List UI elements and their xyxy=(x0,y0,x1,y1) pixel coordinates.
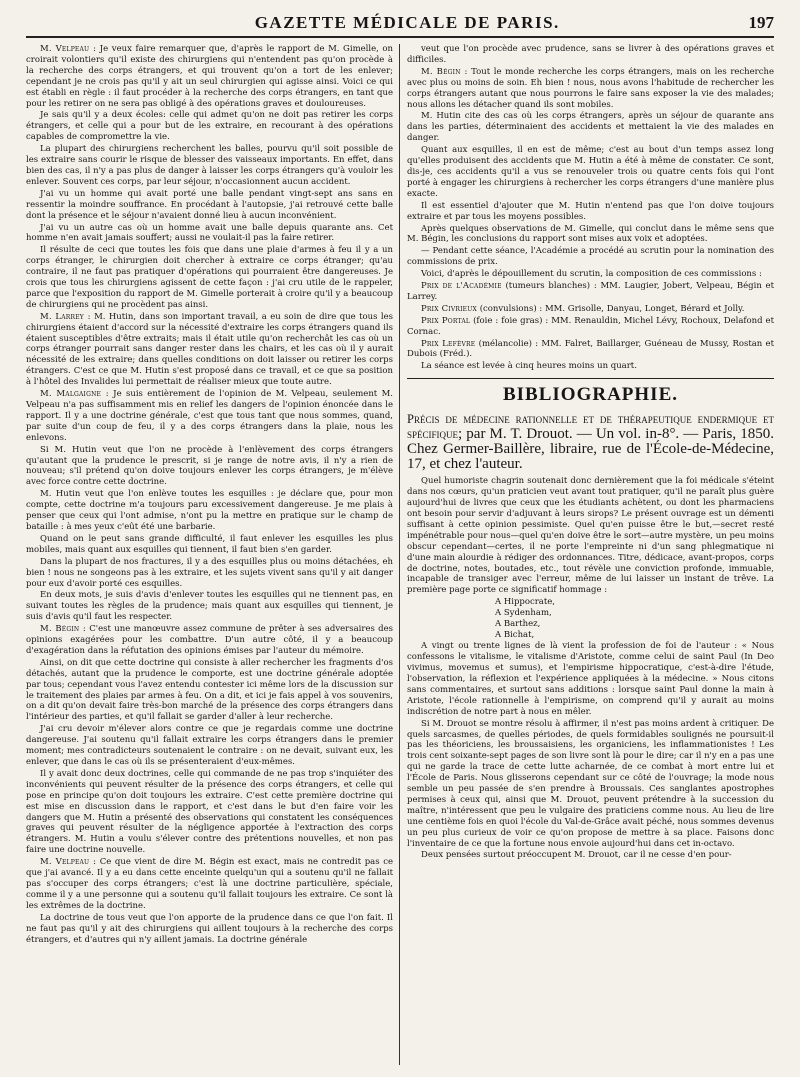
paragraph xyxy=(26,389,393,444)
paragraph-text: Dans la plupart de nos fractures, il y a des esquilles plus ou moins détachées, eh bien ! nous ne songeons pas à les extraire, et les sujets vivent sans qu'il y ait danger pour eux d'avoir porté ces esquilles. xyxy=(26,556,393,589)
paragraph-text: Je suis entièrement de l'opinion de M. Velpeau, seulement M. Velpeau n'a pas suffisamment mis en relief les dangers de l'opinion énoncée dans le rapport. Il y a une doctrine générale, c'est que tous tant que nous sommes, quand, par suite d'un coup de feu, il y a des corps étrangers dans la plaie, nous les enlevons. xyxy=(26,389,393,443)
paragraph-text: J'ai vu un autre cas où un homme avait une balle depuis quarante ans. Cet homme n'en avait jamais souffert; aussi ne voulait-il pas la faire retirer. xyxy=(26,222,393,244)
review-intro xyxy=(407,476,774,596)
paragraph xyxy=(407,224,774,246)
paragraph-text: Après quelques observations de M. Gimelle, qui conclut dans le même sens que M. Bégin, les conclusions du rapport sont mises aux voix et adoptées. xyxy=(407,223,774,245)
speaker-name: Prix Portal xyxy=(421,315,471,326)
paragraph xyxy=(26,913,393,946)
review-body xyxy=(407,641,774,861)
dedication-line: A Bichat, xyxy=(495,630,535,641)
speaker-name: M. Larrey : xyxy=(40,311,91,322)
paragraph-text: La doctrine de tous veut que l'on apporte de la prudence dans ce que l'on fait. Il ne faut pas qu'il y ait des chirurgiens qui aillent toujours à la recherche des corps étrangers, et d'autres qui n'y aillent jamais. La doctrine générale xyxy=(26,912,393,945)
paragraph-text: Il est essentiel d'ajouter que M. Hutin n'entend pas que l'on doive toujours extraire et par tous les moyens possibles. xyxy=(407,200,774,222)
paragraph-text: J'ai cru devoir m'élever alors contre ce que je regardais comme une doctrine dangereuse. J'ai soutenu qu'il fallait extraire les corps étrangers dans le premier moment; mes contradicteurs soutenaient le contraire : on ne devait, suivant eux, les enlever, que dans le cas où ils se présenteraient d'eux-mêmes. xyxy=(26,724,393,767)
paragraph xyxy=(26,857,393,912)
paragraph-text: Ainsi, on dit que cette doctrine qui consiste à aller rechercher les fragments d'os détachés, autant que la prudence le comporte, est une doctrine générale adoptée par tous; cependant vous l'avez entendu contester ici même lors de la discussion sur le traitement des plaies par armes à feu. On a dit, et ici je fais appel à vos souvenirs, on a dit qu'on devait faire très-bon marché de la présence des corps étrangers dans l'intérieur des parties, et qu'il fallait se garder d'aller à leur recherche. xyxy=(26,657,393,723)
paragraph-text: C'est une manœuvre assez commune de prêter à ses adversaires des opinions exagérées pour les combattre. D'un autre côté, il y a beaucoup d'exagération dans la réfutation des opinions émises par l'auteur du mémoire. xyxy=(26,624,393,656)
paragraph xyxy=(407,67,774,111)
paragraph-text: Quant aux esquilles, il en est de même; c'est au bout d'un temps assez long qu'elles produisent des accidents que M. Hutin a été à même de constater. Ce sont, dis-je, ces accidents qu'il a vus se renouveler trois ou quatre cents fois qui l'ont porté à engager les chirurgiens à rechercher les corps étrangers d'une manière plus exacte. xyxy=(407,145,774,199)
book-details: ; par M. T. Drouot. — Un vol. in-8°. — Paris, 1850. Chez Germer-Baillère, libraire, rue de l'École-de-Médecine, 17, et chez l'auteur. xyxy=(407,426,774,473)
paragraph-text: Si M. Hutin veut que l'on ne procède à l'enlèvement des corps étrangers qu'autant que la prudence le prescrit, si je range de notre avis, il n'y a rien de nouveau; s'il prétend qu'on doive toujours enlever les corps étrangers, je m'élève avec force contre cette doctrine. xyxy=(26,444,393,488)
journal-title: GAZETTE MÉDICALE DE PARIS. xyxy=(254,13,560,32)
paragraph xyxy=(26,724,393,768)
paragraph xyxy=(407,281,774,303)
paragraph-text: M. Hutin veut que l'on enlève toutes les esquilles : je déclare que, pour mon compte, cette doctrine m'a toujours paru excessivement dangereuse. Je me plais à penser que ceux qui l'ont admise, n'ont pu la mettre en pratique sur le champ de bataille : à mes yeux c'eût été une barbarie. xyxy=(26,489,393,532)
left-column xyxy=(26,44,393,1067)
paragraph xyxy=(407,316,774,338)
paragraph: Quel humoriste chagrin soutenait donc dernièrement que la foi médicale s'éteint dans nos cœurs, qu'un praticien veut avant tout pratiquer, qu'il ne paraît plus guère aujourd'hui de livres que ceux que les étudiants achètent, ou dont les pharmaciens ont besoin pour servir d'adjuvant à leurs sirops? Le présent ouvrage est un démenti suffisant à cette opinion pessimiste. Quel qu'en puisse être le but,—secret resté impénétrable pour nous—quel qu'en doive être le sort—autre mystère, un peu moins obscur cependant—certes, il ne porte l'empreinte ni d'un sang phlegmatique ni d'une main alourdie à rédiger des ordonnances. Titre, dédicace, avant-propos, corps de doctrine, notes, boutades, etc., tout révèle une conviction profonde, immuable, incapable de transiger avec l'erreur, même de lui laisser un instant de trêve. La première page porte ce significatif hommage : xyxy=(407,476,774,596)
paragraph-text: Il y avait donc deux doctrines, celle qui commande de ne pas trop s'inquiéter des inconvénients qui peuvent résulter de la présence des corps étrangers, et celle qui pose en principe qu'on doit toujours les extraire. C'est cette première doctrine qui est mise en discussion dans le rapport, et c'est dans le but d'en faire voir les dangers que M. Hutin a présenté des observations qui constatent les conséquences graves qui peuvent résulter de la négligence apportée à l'extraction des corps étrangers. M. Hutin a voulu s'élever contre des prétentions nouvelles, et non pas faire une doctrine nouvelle. xyxy=(26,768,393,856)
paragraph-text: (foie : foie gras) : MM. Renauldin, Michel Lévy, Rochoux, Delafond et Cornac. xyxy=(407,315,774,337)
speaker-name: Prix Lefèvre xyxy=(421,338,476,349)
paragraph: Deux pensées surtout préoccupent M. Drouot, car il ne cesse d'en pour- xyxy=(421,850,732,861)
paragraph-text: (tumeurs blanches) : MM. Laugier, Jobert, Velpeau, Bégin et Larrey. xyxy=(407,281,774,302)
book-reference xyxy=(407,412,774,472)
paragraph: A vingt ou trente lignes de là vient la profession de foi de l'auteur : « Nous confessons le vitalisme, le vitalisme d'Aristote, comme celui de saint Paul (In Deo vivimus, movemus et sumus), et l'empirisme hippocratique, c'est-à-dire l'étude, l'observation, la réflexion et l'expérience appliquées à la médecine. » Nous citons sans commentaires, et surtout sans additions : lorsque saint Paul donne la main à Aristote, l'école rationnelle à l'empirisme, on comprend qu'il y aurait au moins indiscrétion de notre part à nous en mêler. xyxy=(407,641,774,717)
page-number: 197 xyxy=(748,13,774,32)
paragraph xyxy=(407,201,774,223)
right-column xyxy=(407,44,774,1067)
paragraph xyxy=(407,361,774,372)
paragraph xyxy=(26,557,393,590)
paragraph: Si M. Drouot se montre résolu à affirmer, il n'est pas moins ardent à critiquer. De quels sarcasmes, de quelles périodes, de quels formidables soulignés ne poursuit-il pas les théoriciens, les broussaisiens, les organiciens, les inflammationistes ! Les trois cent soixante-sept pages de son livre sont là pour le dire; car il n'y en a pas une qui ne garde la trace de cette lutte acharnée, de ce combat à mort entre lui et l'École de Paris. Nous glisserons cependant sur ce côté de l'ouvrage; la mode nous semble un peu passée de s'en prendre à Broussais. Ces sanglantes apostrophes permises à ceux qui, ainsi que M. Drouot, peuvent prétendre à la succession du maître, n'intéressent que peu le vulgaire des praticiens comme nous. Au lieu de lire une centième fois en quoi l'école du Val-de-Grâce avait péché, nous sommes devenus un peu plus curieux de voir ce qu'on propose de mettre à sa place. Faisons donc l'inventaire de ce que la fortune nous envoie aujourd'hui dans cet in-octavo. xyxy=(407,718,774,849)
speaker-name: M. Bégin : xyxy=(40,624,86,635)
paragraph-text: Je sais qu'il y a deux écoles: celle qui admet qu'on ne doit pas retirer les corps étrangers, et celle qui a pour but de les extraire, en recourant à des opérations capables de compromettre la vie. xyxy=(26,110,393,143)
speaker-name: Prix de l'Académie xyxy=(421,281,502,292)
paragraph xyxy=(26,223,393,245)
paragraph xyxy=(26,769,393,856)
paragraph-text: Voici, d'après le dépouillement du scrutin, la composition de ces commissions : xyxy=(421,269,762,280)
paragraph-text: La séance est levée à cinq heures moins un quart. xyxy=(421,361,637,372)
speaker-name: M. Malgaigne : xyxy=(40,389,109,400)
paragraph xyxy=(26,110,393,143)
page-header xyxy=(26,10,774,38)
paragraph-text: Je veux faire remarquer que, d'après le rapport de M. Gimelle, on croirait volontiers qu'il existe des chirurgiens qui n'entendent pas qu'on procède à la recherche des corps étrangers, et qui trouvent qu'on a tort de les enlever; cependant je ne crois pas qu'il y ait un seul chirurgien qui agisse ainsi. Voici ce qui est établi en règle : il faut procéder à la recherche des corps étrangers, en tant que pour les retirer on ne sera pas obligé à des opérations graves et douloureuses. xyxy=(26,44,393,109)
paragraph xyxy=(26,590,393,623)
paragraph xyxy=(26,489,393,533)
paragraph-text: J'ai vu un homme qui avait porté une balle pendant vingt-sept ans sans en ressentir la moindre souffrance. En procédant à l'autopsie, j'ai retrouvé cette balle dont la présence et le séjour n'avaient donné lieu à aucun inconvénient. xyxy=(26,188,393,221)
paragraph-text: Tout le monde recherche les corps étrangers, mais on les recherche avec plus ou moins de soin. Eh bien ! nous, nous avons l'habitude de rechercher les corps étrangers autant que nous pourrons le faire sans exposer la vie des malades; nous allons les détacher quand ils sont mobiles. xyxy=(407,66,774,110)
paragraph xyxy=(26,245,393,310)
paragraph xyxy=(407,339,774,361)
speaker-name: Prix Civrieux xyxy=(421,303,477,314)
dedication-line: A Barthez, xyxy=(495,619,541,630)
academy-report-continuation xyxy=(407,44,774,372)
paragraph xyxy=(26,144,393,188)
speaker-name: M. Bégin : xyxy=(421,66,468,77)
paragraph-text: (mélancolie) : MM. Falret, Baillarger, Guéneau de Mussy, Rostan et Dubois (Fréd.). xyxy=(407,338,774,360)
paragraph xyxy=(26,189,393,222)
paragraph xyxy=(407,145,774,200)
paragraph xyxy=(407,304,774,315)
dedication-line: A Sydenham, xyxy=(495,608,552,619)
paragraph-text: La plupart des chirurgiens recherchent les balles, pourvu qu'il soit possible de les extraire sans courir le risque de blesser des vaisseaux importants. En effet, dans bien des cas, il n'y a pas plus de danger à laisser les corps étrangers qu'à vouloir les enlever. Souvent ces corps, par leur séjour, n'occasionnent aucun accident. xyxy=(26,144,393,187)
paragraph xyxy=(26,445,393,489)
paragraph xyxy=(407,246,774,268)
paragraph-text: (convulsions) : MM. Grisolle, Danyau, Longet, Bérard et Jolly. xyxy=(479,303,745,314)
speaker-name: M. Velpeau : xyxy=(40,44,97,54)
paragraph xyxy=(407,44,774,66)
paragraph xyxy=(26,624,393,657)
paragraph xyxy=(407,111,774,144)
paragraph-text: Ce que vient de dire M. Bégin est exact, mais ne contredit pas ce que j'ai avancé. Il y a eu dans cette enceinte quelqu'un qui a soutenu qu'il ne fallait pas s'occuper des corps étrangers; c'est là une doctrine particulière, spéciale, comme il y a une personne qui a soutenu qu'il fallait toujours les extraire. Ce sont là les extrêmes de la doctrine. xyxy=(26,857,393,911)
paragraph xyxy=(407,269,774,280)
paragraph-text: M. Hutin, dans son important travail, a eu soin de dire que tous les chirurgiens étaient d'accord sur la nécessité d'extraire les corps étrangers quand ils étaient susceptibles d'être extraits; mais il était utile qu'on recherchât les cas où un corps étranger pourrait sans danger rester dans les chairs, et les cas où il y aurait nécessité de les extraire; dans quelles conditions on doit laisser ou retirer les corps étrangers. C'est ce que M. Hutin s'est proposé dans ce travail, et ce que sa position à l'hôtel des Invalides lui permettait de réaliser mieux que toute autre. xyxy=(26,311,393,388)
section-rule xyxy=(407,378,774,379)
speaker-name: M. Velpeau : xyxy=(40,857,97,868)
paragraph xyxy=(26,312,393,388)
paragraph-text: Quand on le peut sans grande difficulté, il faut enlever les esquilles les plus mobiles, mais quant aux esquilles qui tiennent, il faut bien s'en garder. xyxy=(26,533,393,555)
paragraph-text: M. Hutin cite des cas où les corps étrangers, après un séjour de quarante ans dans les parties, déterminaient des accidents et mettaient la vie des malades en danger. xyxy=(407,111,774,144)
paragraph-text: En deux mots, je suis d'avis d'enlever toutes les esquilles qui ne tiennent pas, en suivant toutes les règles de la prudence; mais quant aux esquilles qui tiennent, je suis d'avis qu'il faut les respecter. xyxy=(26,590,393,623)
paragraph-text: — Pendant cette séance, l'Académie a procédé au scrutin pour la nomination des commissions de prix. xyxy=(407,246,774,268)
paragraph-text: Il résulte de ceci que toutes les fois que dans une plaie d'armes à feu il y a un corps étranger, le chirurgien doit chercher à extraire ce corps étranger; qu'au contraire, il ne faut pas pratiquer d'opérations qui pourraient être dangereuses. Je crois que tous les chirurgiens agissent de cette façon : j'ai cru utile de le rappeler, parce que l'exposition du rapport de M. Gimelle porterait à croire qu'il y a beaucoup de chirurgiens qui ne procèdent pas ainsi. xyxy=(26,245,393,310)
section-title: BIBLIOGRAPHIE. xyxy=(502,384,678,406)
paragraph xyxy=(26,658,393,723)
dedication-line: A Hippocrate, xyxy=(495,597,556,608)
book-title: Précis de médecine rationnelle et de thérapeutique endermique et spécifique xyxy=(407,412,774,442)
paragraph xyxy=(26,534,393,556)
dedication-verses xyxy=(407,597,774,641)
column-divider xyxy=(399,44,400,1065)
paragraph xyxy=(26,44,393,109)
paragraph-text: veut que l'on procède avec prudence, sans se livrer à des opérations graves et difficiles. xyxy=(407,44,774,65)
